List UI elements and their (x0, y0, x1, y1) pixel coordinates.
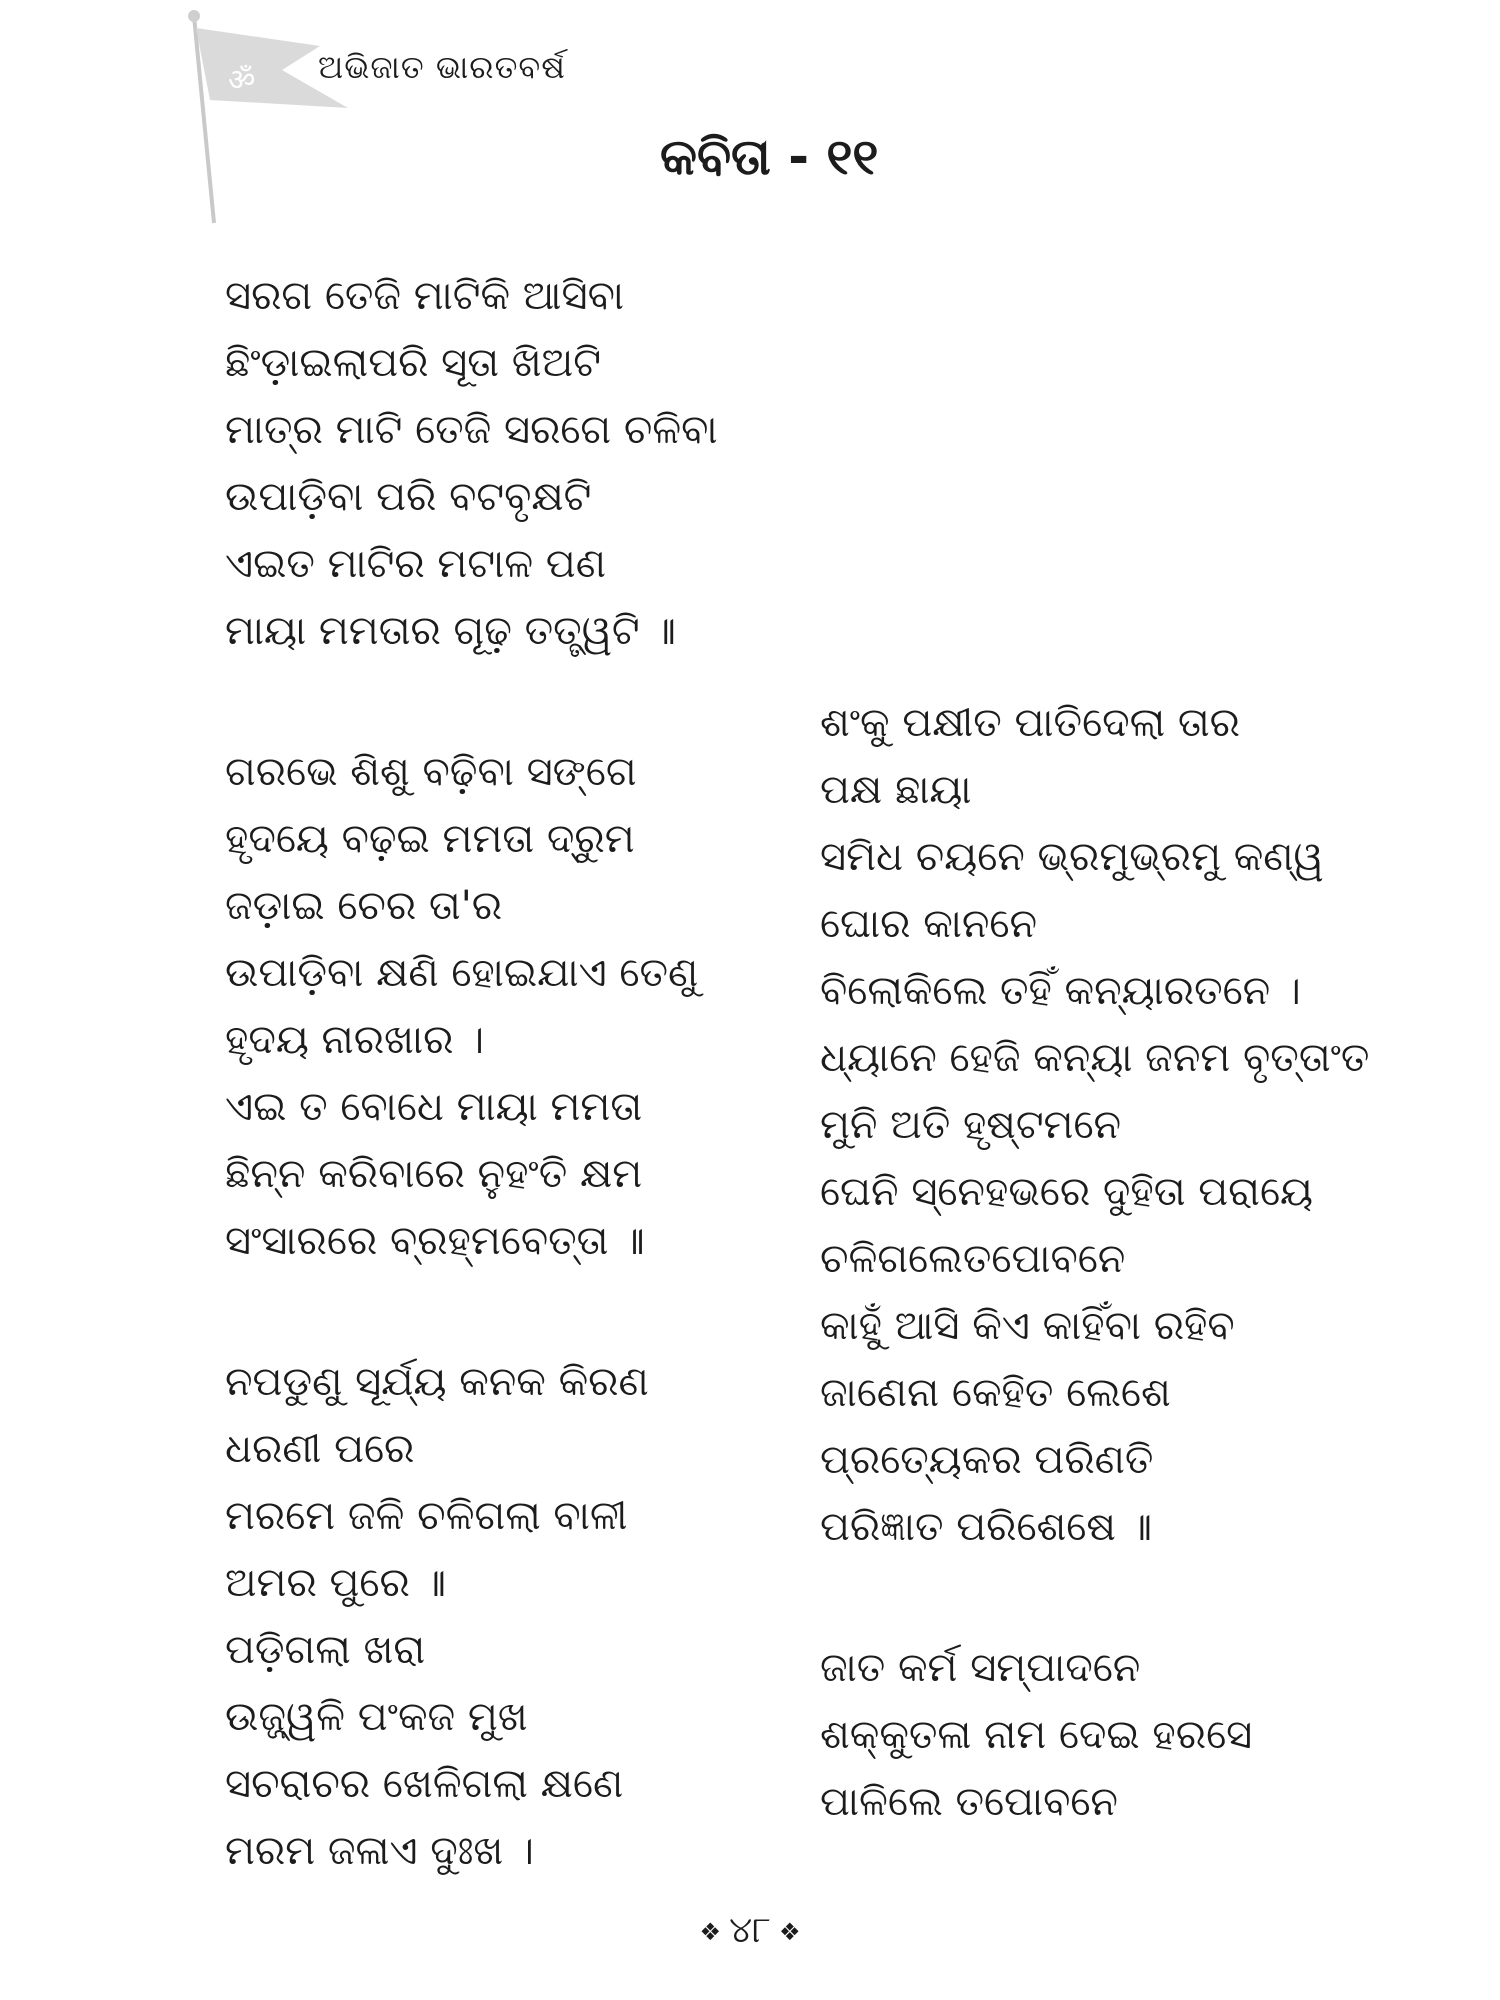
poem-line: ଅମର ପୁରେ ॥ (225, 1560, 447, 1606)
poem-line: ଉଜ୍ଜ୍ୱଳି ପଂକଜ ମୁଖ (225, 1694, 528, 1740)
poem-line: ଉପାଡ଼ିବା କ୍ଷଣି ହୋଇଯାଏ ତେଣୁ (225, 950, 699, 996)
poem-line: ମାତ୍ର ମାଟି ତେଜି ସରଗେ ଚଳିବା (225, 407, 718, 453)
stanza (820, 690, 1380, 1561)
poem-line: ଘେନି ସ୍ନେହଭରେ ଦୁହିତା ପରାୟେ (820, 1169, 1313, 1215)
page-number: ୪୮ (729, 1910, 771, 1951)
poem-line: ପଡ଼ିଗଲା ଖରା (225, 1627, 426, 1673)
stanza (225, 1349, 785, 1885)
poem-line: ଛିନ୍ନ କରିବାରେ ନୁହଂତି କ୍ଷମ (225, 1151, 643, 1197)
poem-line: ଛିଂଡ଼ାଇଲାପରି ସୂତା ଖିଅଟି (225, 340, 601, 386)
page-footer (0, 1910, 1500, 1952)
poem-line: ନପଡୁଣୁ ସୂର୍ଯ୍ୟ କନକ କିରଣ (225, 1359, 649, 1405)
poem-line: ସମିଧ ଚୟନେ ଭ୍ରମୁଭ୍ରମୁ କଣ୍ୱ (820, 834, 1324, 880)
poem-line: ଜଡ଼ାଇ ଚେର ତା'ର (225, 883, 503, 929)
poem-line: ମରମ ଜଳାଏ ଦୁଃଖ । (225, 1828, 535, 1874)
poem-line: ଜାତ କର୍ମ ସମ୍ପାଦନେ (820, 1645, 1141, 1691)
poem-line: ସରଗ ତେଜି ମାଟିକି ଆସିବା (225, 273, 624, 319)
stanza (225, 263, 785, 665)
poem-line: ଘୋର କାନନେ (820, 901, 1038, 947)
right-column (820, 690, 1380, 1910)
poem-line: ବିଲୋକିଲେ ତହିଁ କନ୍ୟାରତନେ । (820, 968, 1301, 1014)
stanza (820, 1635, 1380, 1836)
poem-line: ହୃଦୟ ନାରଖାର । (225, 1017, 485, 1063)
poem-line: ଜାଣେନା କେହିତ ଲେଶେ (820, 1370, 1171, 1416)
poem-line: ଶକ୍କୁତଳା ନାମ ଦେଇ ହରସେ (820, 1712, 1253, 1758)
poem-line: ସଚରାଚର ଖେଳିଗଲା କ୍ଷଣେ (225, 1761, 624, 1807)
om-symbol: ॐ (228, 63, 256, 98)
ornament-icon: ❖ (699, 1918, 722, 1946)
poem-line: ମରମେ ଜଳି ଚଳିଗଲା ବାଳୀ (225, 1493, 628, 1539)
poem-line: ଗରଭେ ଶିଶୁ ବଢ଼ିବା ସଙ୍ଗେ (225, 749, 637, 795)
poem-line: ଧରଣୀ ପରେ (225, 1426, 415, 1472)
poem-line: ପ୍ରତ୍ୟେକର ପରିଣତି (820, 1437, 1154, 1483)
left-column (225, 263, 785, 1959)
poem-line: ପାଳିଲେ ତପୋବନେ (820, 1779, 1118, 1825)
poem-line: ଶଂକୁ ପକ୍ଷୀତ ପାତିଦେଲା ତାର (820, 700, 1240, 746)
poem-line: ମୁନି ଅତି ହୃଷ୍ଟମନେ (820, 1102, 1122, 1148)
ornament-icon: ❖ (778, 1918, 801, 1946)
running-head: ଅଭିଜାତ ଭାରତବର୍ଷ (318, 48, 566, 86)
poem-line: ଏଇତ ମାଟିର ମଟାଳ ପଣ (225, 541, 606, 587)
poem-line: ଧ୍ୟାନେ ହେଜି କନ୍ୟା ଜନମ ବୃତ୍ତାଂତ (820, 1035, 1370, 1081)
poem-line: ମାୟା ମମତାର ଗୂଢ଼ ତତ୍ତ୍ୱଟି ॥ (225, 608, 676, 654)
poem-line: ପକ୍ଷ ଛାୟା (820, 767, 972, 813)
poem-line: ପରିଜ୍ଞାତ ପରିଶେଷେ ॥ (820, 1504, 1153, 1550)
stanza (225, 739, 785, 1275)
poem-line: ଏଇ ତ ବୋଧେ ମାୟା ମମତା (225, 1084, 643, 1130)
poem-line: ହୃଦୟେ ବଢ଼ଇ ମମତା ଦ୍ରୁମ (225, 816, 635, 862)
poem-line: ଉପାଡ଼ିବା ପରି ବଟବୃକ୍ଷଟି (225, 474, 592, 520)
poem-line: ଚଳିଗଲେତପୋବନେ (820, 1236, 1126, 1282)
poem-title: କବିତା - ୧୧ (660, 128, 879, 186)
poem-line: କାହୁଁ ଆସି କିଏ କାହିଁବା ରହିବ (820, 1303, 1235, 1349)
saffron-flag-icon (170, 8, 370, 228)
poem-line: ସଂସାରରେ ବ୍ରହ୍ମବେତ୍ତା ॥ (225, 1218, 645, 1264)
